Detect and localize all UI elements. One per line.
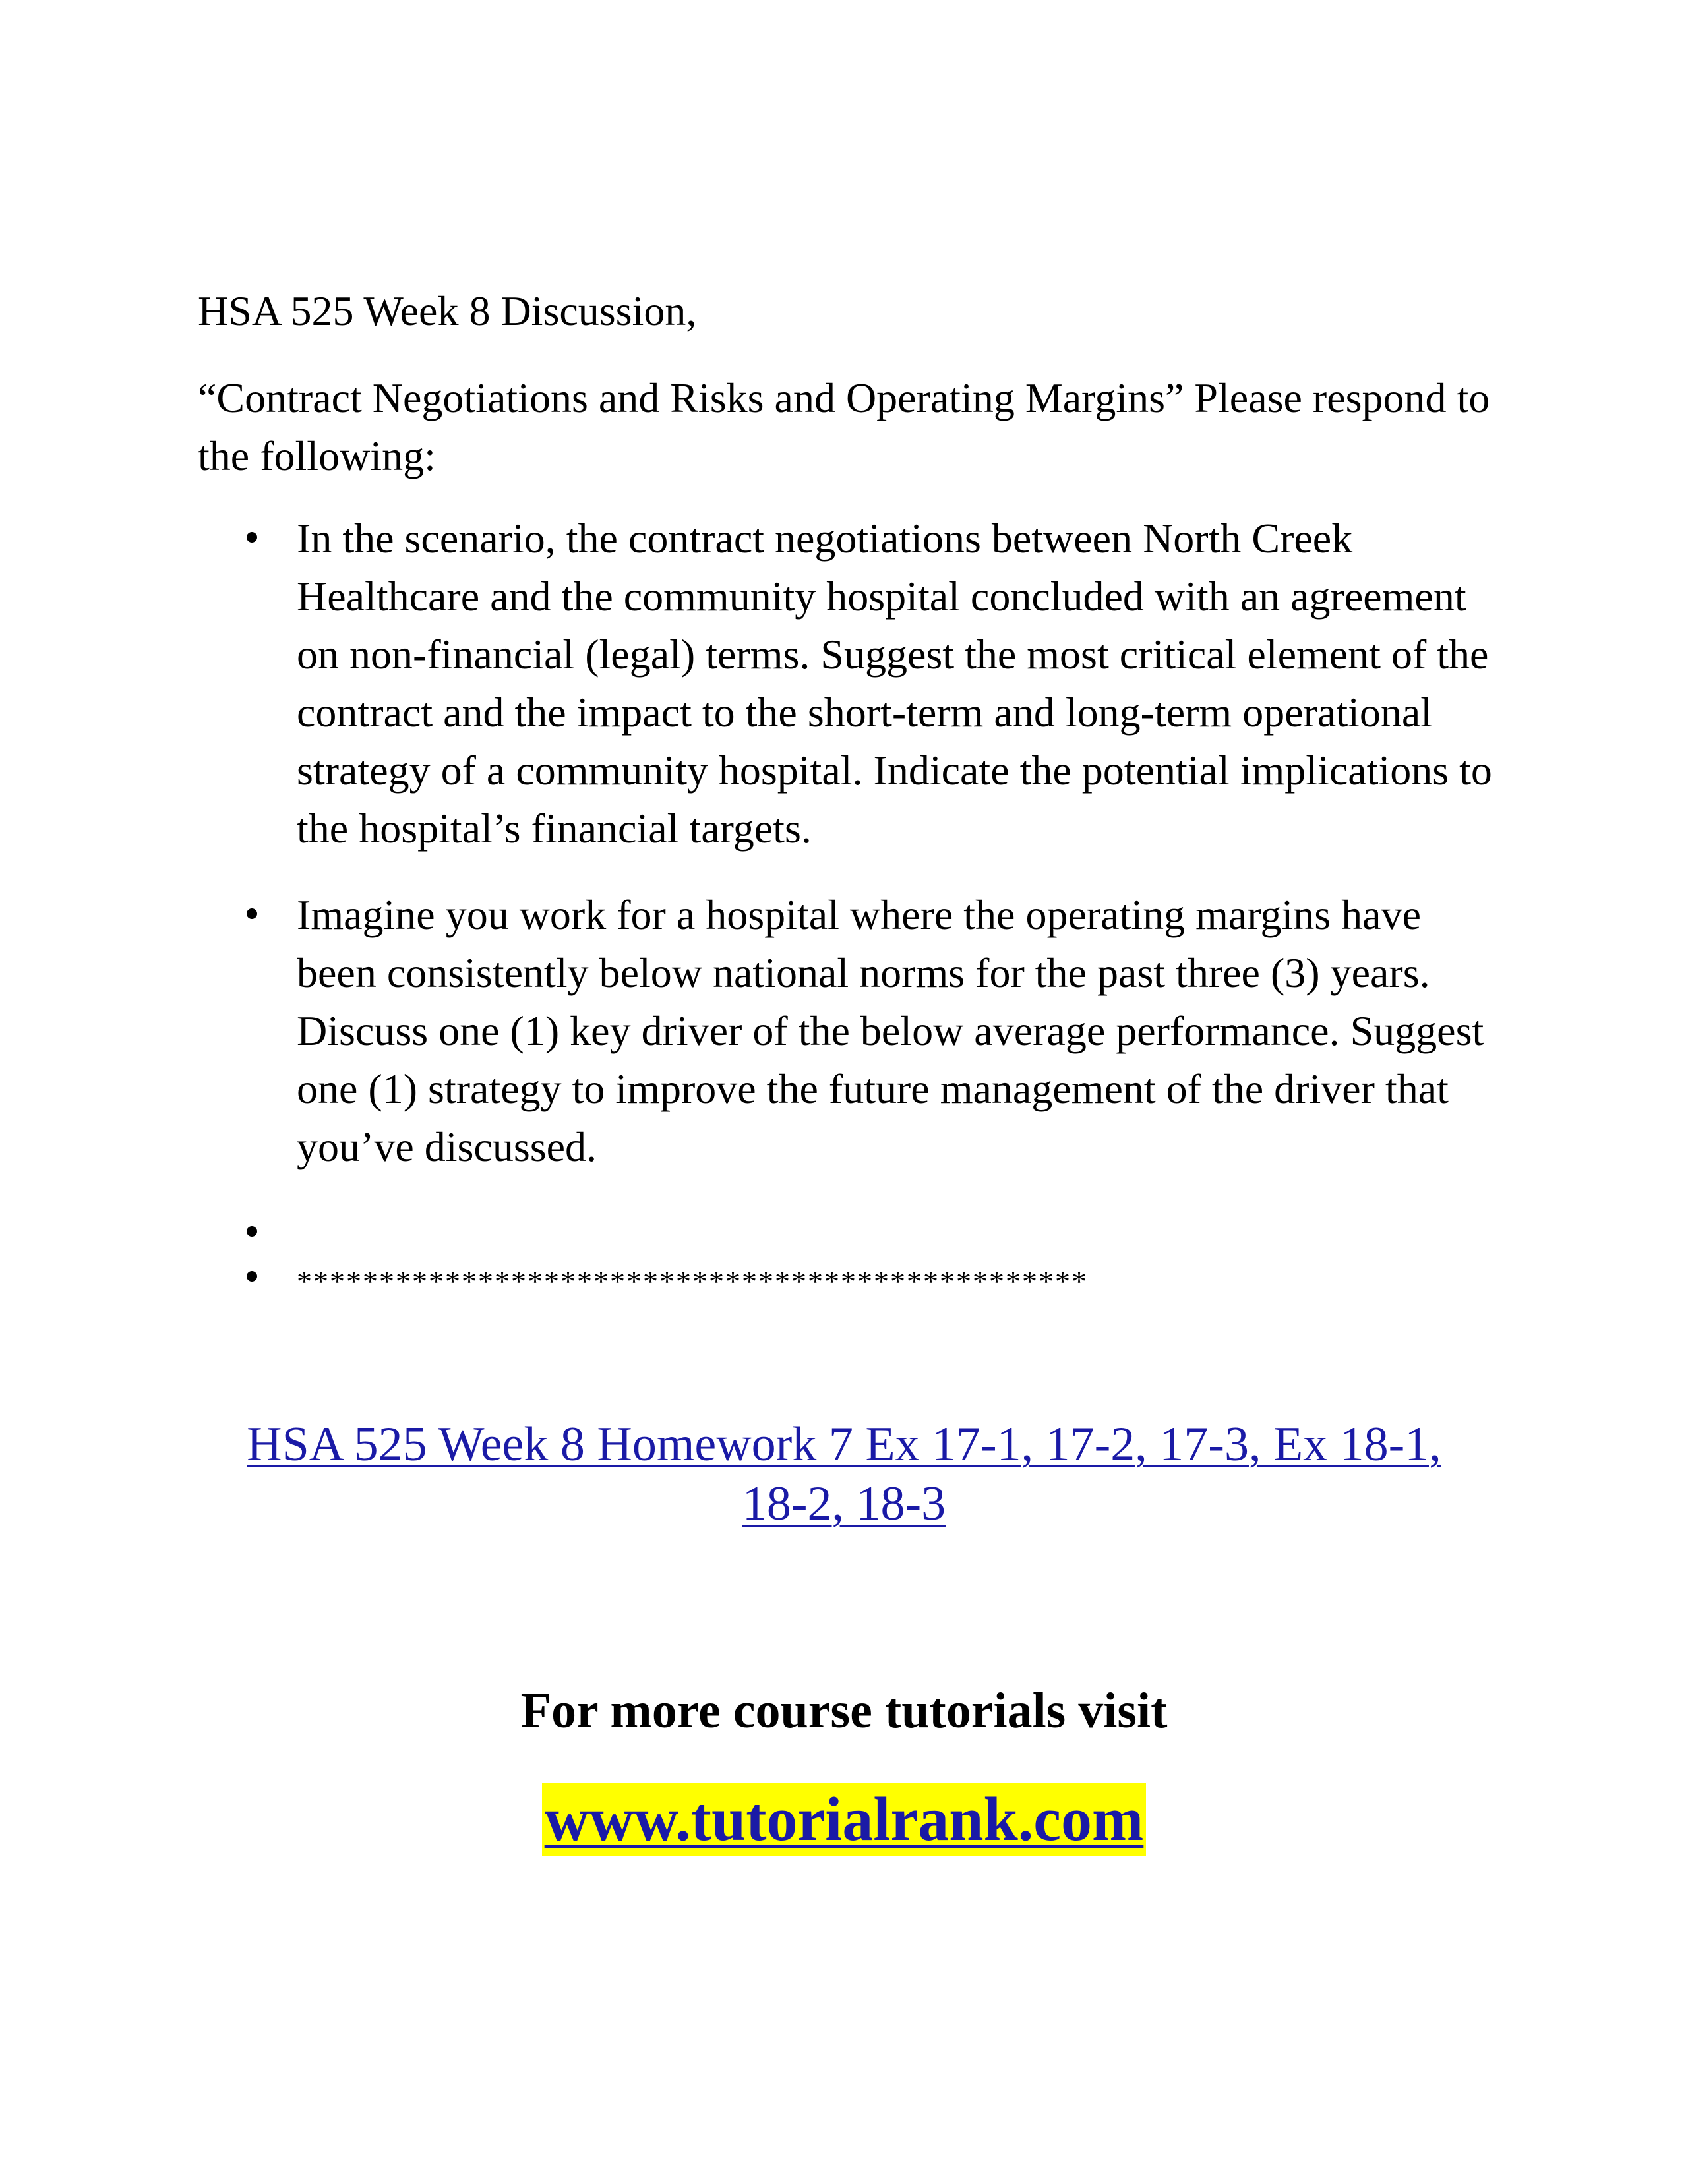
homework-link[interactable]: HSA 525 Week 8 Homework 7 Ex 17-1, 17-2, 17-3, Ex 18-1, 18-2, 18-3: [247, 1417, 1441, 1531]
bullet-item-contract: [297, 510, 1503, 858]
document-heading: HSA 525 Week 8 Discussion,: [198, 287, 697, 334]
bullet-icon: [247, 908, 257, 919]
bullet-icon: [247, 1226, 257, 1237]
site-link-container: [0, 1783, 1688, 1856]
discussion-intro: “Contract Negotiations and Risks and Operating Margins” Please respond to the following:: [198, 374, 1490, 479]
bullet-icon: [247, 1271, 257, 1282]
bullet-item-empty: [297, 1204, 1503, 1243]
bullet-text: In the scenario, the contract negotiations between North Creek Healthcare and the community hospital concluded with an agreement on non-financial (legal) terms. Suggest the most critical element of the contract and the impact to the short-term and long-term operational strategy of a community hospital. Indicate the potential implications to the hospital’s financial targets.: [297, 515, 1492, 852]
bullet-icon: [247, 532, 257, 543]
bullet-item-separator: [297, 1249, 1503, 1311]
bullet-text: Imagine you work for a hospital where the operating margins have been consistently below national norms for the past three (3) years. Discuss one (1) key driver of the below average performance. Suggest one (1) strategy to improve the future management of the driver that you’ve discussed.: [297, 891, 1484, 1170]
website-link[interactable]: www.tutorialrank.com: [542, 1783, 1147, 1856]
visit-text: For more course tutorials visit: [520, 1683, 1168, 1738]
bullet-item-margins: [297, 886, 1503, 1176]
asterisk-separator: ************************************************: [297, 1264, 1088, 1298]
